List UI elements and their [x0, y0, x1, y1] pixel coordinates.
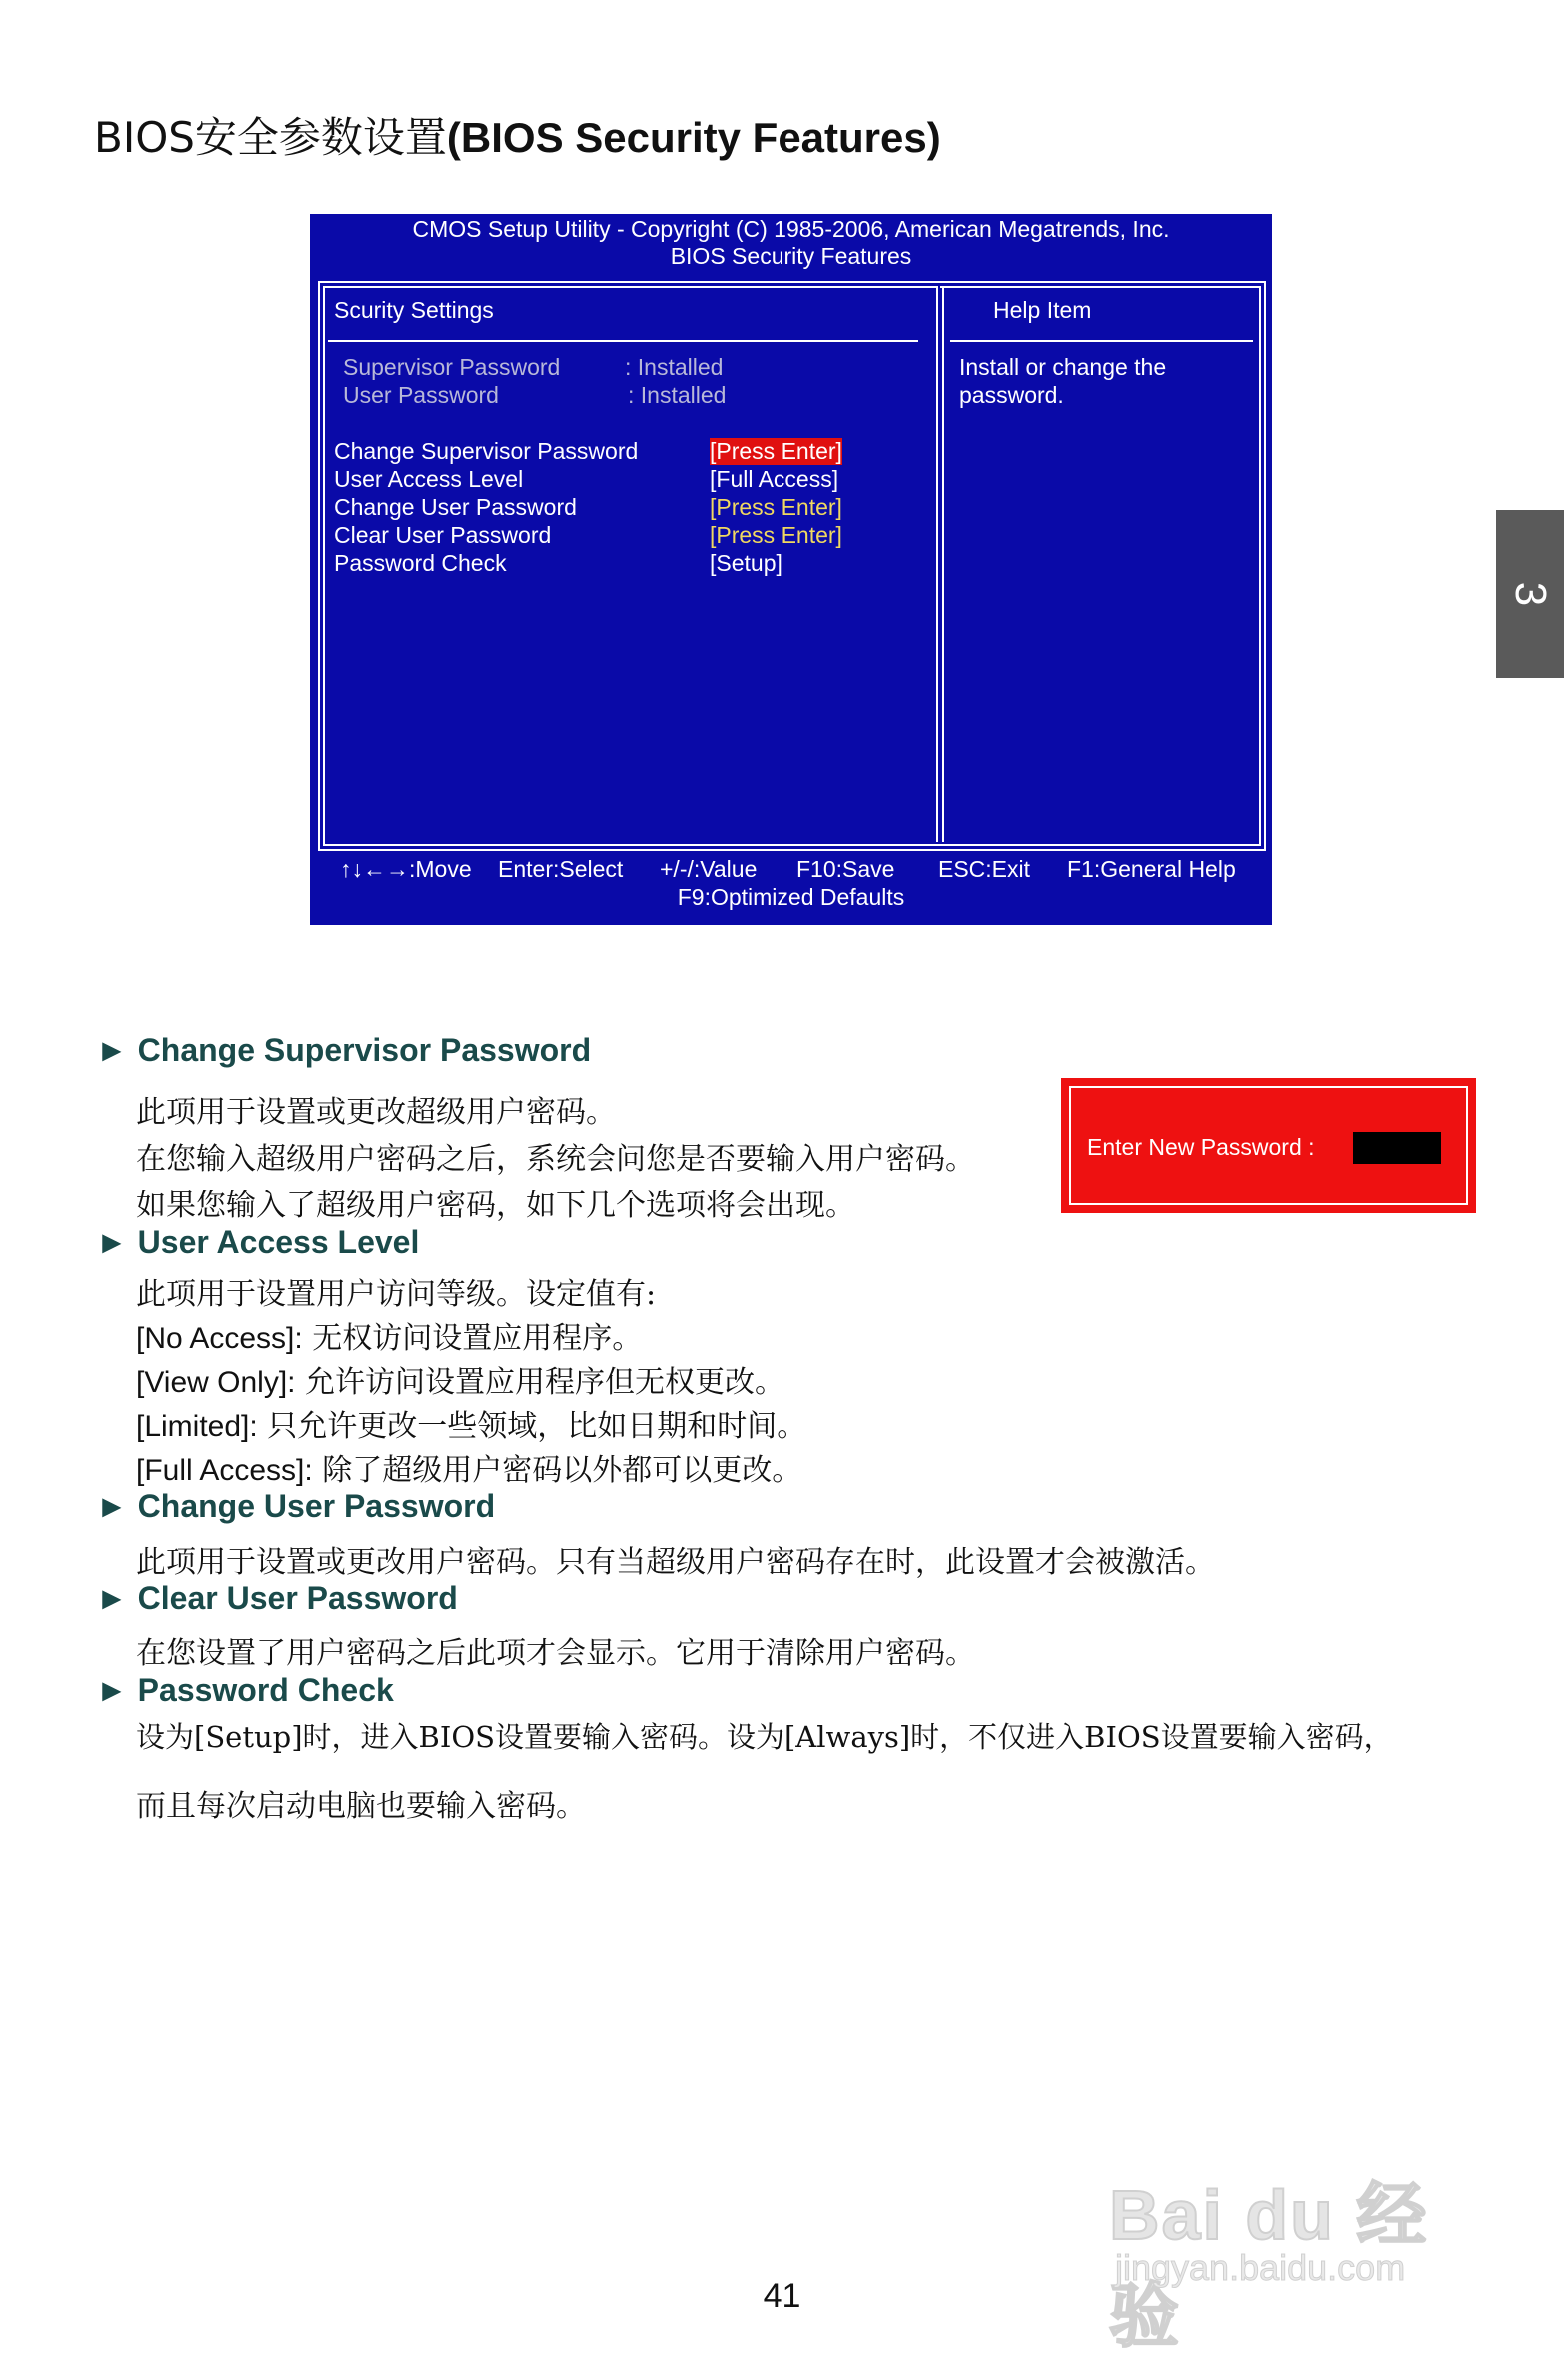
- pane-divider: [942, 286, 944, 842]
- paragraph-line: 此项用于设置或更改超级用户密码。: [136, 1095, 616, 1130]
- password-input[interactable]: [1353, 1132, 1441, 1164]
- menu-value-selected[interactable]: [Press Enter]: [710, 438, 842, 464]
- status-value: : Installed: [625, 354, 724, 380]
- section-title: Scurity Settings: [334, 297, 494, 323]
- option-desc: 允许访问设置应用程序但无权更改。: [295, 1365, 785, 1400]
- section-heading: [96, 1032, 591, 1069]
- option-key: [Limited]:: [136, 1410, 258, 1443]
- option-desc: 无权访问设置应用程序。: [302, 1321, 643, 1356]
- bullet-triangle-icon: ►: [96, 1672, 128, 1708]
- heading-text: User Access Level: [137, 1224, 420, 1260]
- title-zh: BIOS安全参数设置: [94, 113, 447, 162]
- bullet-triangle-icon: ►: [96, 1488, 128, 1524]
- chapter-tab: [1496, 510, 1564, 678]
- right-title-rule: [950, 340, 1253, 342]
- paragraph-line: 在您设置了用户密码之后此项才会显示。它用于清除用户密码。: [136, 1636, 975, 1671]
- page-number: 41: [763, 2277, 801, 2315]
- footer-exit: ESC:Exit: [938, 856, 1031, 882]
- menu-item-clear-user-password[interactable]: Clear User Password: [334, 522, 552, 548]
- paragraph-line: 而且每次启动电脑也要输入密码。: [136, 1789, 586, 1824]
- option-desc: 除了超级用户密码以外都可以更改。: [312, 1453, 802, 1488]
- footer-defaults: F9:Optimized Defaults: [677, 884, 905, 910]
- paragraph-line: 此项用于设置用户访问等级。设定值有:: [136, 1277, 657, 1312]
- option-key: [Full Access]:: [136, 1454, 313, 1487]
- help-text-1: Install or change the: [959, 354, 1167, 380]
- bullet-triangle-icon: ►: [96, 1032, 128, 1068]
- menu-item-password-check[interactable]: Password Check: [334, 550, 507, 576]
- heading-text: Change Supervisor Password: [137, 1032, 592, 1068]
- option-key: [No Access]:: [136, 1322, 303, 1355]
- heading-text: Clear User Password: [137, 1580, 458, 1616]
- option-line: [136, 1401, 806, 1445]
- paragraph-line: 在您输入超级用户密码之后，系统会问您是否要输入用户密码。: [136, 1142, 975, 1177]
- option-desc: 只允许更改一些领域，比如日期和时间。: [257, 1409, 807, 1444]
- option-line: [136, 1357, 784, 1401]
- password-dialog: [1061, 1078, 1476, 1213]
- menu-value[interactable]: [Press Enter]: [710, 522, 842, 548]
- paragraph-line: 设为[Setup]时，进入BIOS设置要输入密码。设为[Always]时，不仅进入BIOS设置要输入密码，: [136, 1720, 1393, 1754]
- bios-screen: [310, 214, 1272, 925]
- left-title-rule: [328, 340, 918, 342]
- footer-help: F1:General Help: [1067, 856, 1236, 882]
- bios-header-line2: BIOS Security Features: [670, 243, 912, 269]
- option-line: [136, 1445, 801, 1489]
- footer-select: Enter:Select: [498, 856, 624, 882]
- footer-move: ↑↓←→:Move: [340, 856, 472, 882]
- status-value: : Installed: [628, 382, 727, 408]
- paragraph-line: 此项用于设置或更改用户密码。只有当超级用户密码存在时，此设置才会被激活。: [136, 1545, 1215, 1580]
- help-text-2: password.: [959, 382, 1064, 408]
- menu-value[interactable]: [Full Access]: [710, 466, 839, 492]
- status-label: User Password: [343, 382, 499, 408]
- menu-item-change-user-password[interactable]: Change User Password: [334, 494, 577, 520]
- menu-value[interactable]: [Setup]: [710, 550, 782, 576]
- bullet-triangle-icon: ►: [96, 1580, 128, 1616]
- footer-save: F10:Save: [796, 856, 895, 882]
- menu-item-user-access-level[interactable]: User Access Level: [334, 466, 524, 492]
- paragraph-line: 如果您输入了超级用户密码，如下几个选项将会出现。: [136, 1189, 855, 1223]
- menu-item-change-supervisor-password[interactable]: Change Supervisor Password: [334, 438, 639, 464]
- footer-value: +/-/:Value: [660, 856, 758, 882]
- watermark-text: Bai du 经验: [1109, 2176, 1429, 2355]
- option-line: [136, 1313, 642, 1357]
- heading-text: Change User Password: [137, 1488, 496, 1524]
- status-label: Supervisor Password: [343, 354, 561, 380]
- option-key: [View Only]:: [136, 1366, 296, 1399]
- watermark-url: jingyan.baidu.com: [1115, 2247, 1406, 2288]
- page-title: [94, 105, 941, 165]
- help-title: Help Item: [993, 297, 1092, 323]
- bios-header-line1: CMOS Setup Utility - Copyright (C) 1985-2006, American Megatrends, Inc.: [412, 216, 1170, 242]
- section-heading: [96, 1488, 495, 1525]
- section-heading: [96, 1580, 458, 1617]
- password-prompt: Enter New Password :: [1087, 1134, 1315, 1160]
- menu-value[interactable]: [Press Enter]: [710, 494, 842, 520]
- heading-text: Password Check: [137, 1672, 394, 1708]
- chapter-number: 3: [1505, 581, 1555, 607]
- title-en: (BIOS Security Features): [446, 114, 941, 161]
- watermark-logo: [1109, 2159, 1469, 2355]
- bullet-triangle-icon: ►: [96, 1224, 128, 1260]
- section-heading: [96, 1224, 419, 1261]
- section-heading: [96, 1672, 394, 1709]
